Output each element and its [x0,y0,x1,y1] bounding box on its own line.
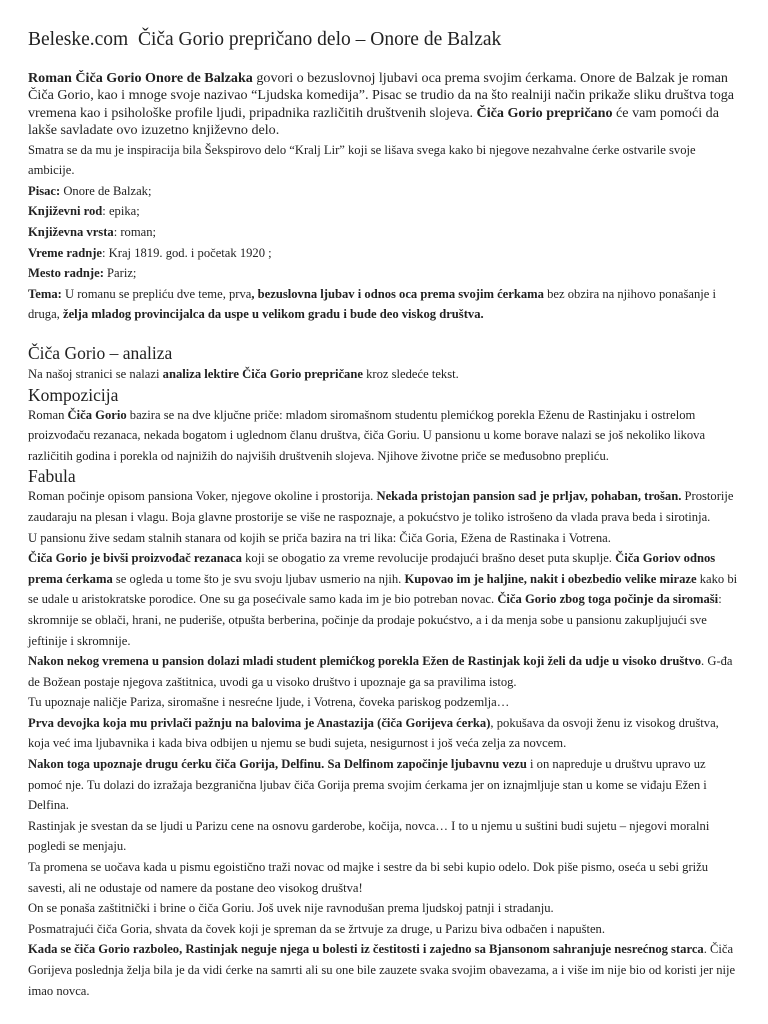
intro-text-2: će vam pomoći da lakše savladate ovo izuzetno književno delo. [28,104,719,139]
theme-text-1: U romanu se prepliću dve teme, prva [61,286,252,301]
plot-bold: Nekada pristojan pansion sad je prljav, pohaban, trošan. [376,489,682,504]
fact-label: Književni rod [28,204,103,219]
fact-value: Pariz; [103,266,137,281]
plot-paragraph-3 [28,548,740,651]
fact-label: Pisac: [28,183,61,198]
fact-label: Književna vrsta [28,225,114,239]
plot-paragraph-4 [28,651,740,692]
fact-label: Mesto radnje: [28,266,104,281]
plot-paragraph-7 [28,754,740,816]
plot-text: Prostorije zaudaraju na plesan i vlagu. Boja glavne prostorije se više ne raspoznaje, a pokućstvo je toliko istrošeno da vlada prava beda i sirotinja. [28,489,734,524]
plot-paragraph-2: U pansionu žive sedam stalnih stanara od kojih se priča bazira na tri lika: Čiča Goria, Ežena de Rastinaka i Votrena. [28,530,611,545]
inspiration-paragraph: Smatra se da mu je inspiracija bila Šekspirovo delo “Kralj Lir” koji se lišava svega kako bi njegove nezahvalne ćerke ostvarile svoje ambicije. [28,142,696,178]
analysis-text-2: kroz sledeće tekst. [362,366,459,381]
fact-literary-kind [28,201,740,222]
plot-paragraph-8: Rastinjak je svestan da se ljudi u Parizu cene na osnovu garderobe, kočija, novca… I to u njemu u suštini budi sujetu – njegovi moralni pogledi se menjaju. [28,818,710,854]
plot-text: , pokušava da osvoji ženu iz visokog društva, koja već ima ljubavnika i kada biva odbijen u njemu se budi sujeta, nesigurnost i još veća zelja za novcem. [28,715,719,751]
fact-value: : epika; [102,204,140,219]
intro-bold-1: Roman Čiča Gorio Onore de Balzaka [28,70,253,86]
fact-author [28,181,740,202]
plot-bold: Čiča Gorio je bivši proizvođač rezanaca [28,551,242,566]
plot-text: koji se obogatio za vreme revolucije prodajući brašno deset puta skuplje. [241,551,616,566]
plot-bold: Nakon nekog vremena u pansion dolazi mladi student plemićkog porekla Ežen de Rastinjak koji želi da udje u visoko društvo [28,654,702,669]
composition-text-1: Roman [28,407,68,422]
composition-paragraph [28,405,740,467]
plot-text: : skromnije se oblači, hrani, ne puderiše, otpušta berberina, počinje da prodaje pokućstvo, a i da menja sobe u pansionu zakupljujući sve jeftinije i skromnije. [28,592,722,648]
plot-text: . G-đa de Božean postaje njegova zaštitnica, uvodi ga u visoko društvo i upoznaje ga sa pravilima istog. [28,654,733,689]
site-name: Beleske.com [28,29,129,50]
plot-paragraph-10: On se ponaša zaštitnički i brine o čiča Goriu. Još uvek nije ravnodušan prema ljudskoj patnji i stradanju. [28,901,554,916]
plot-bold: Prva devojka koja mu privlači pažnju na balovima je Anastazija (čiča Gorijeva ćerka) [28,715,491,730]
theme-paragraph [28,284,740,325]
plot-bold: Čiča Gorio zbog toga počinje da siromaši [497,592,719,607]
theme-label: Tema: [28,286,62,301]
plot-text: i on napreduje u društvu upravo uz pomoć nje. Tu dolazi do izražaja bezgranična ljubav čiča Gorija prema svojim ćerkama jer on iznajmljuje stan u kome se viđaju Ežen i Delfina. [28,757,707,813]
fact-place-of-action [28,263,740,284]
plot-text: . Čiča Gorijeva poslednja želja bila je da vidi ćerke na samrti ali su one bile zauzete svaka svojim obavezama, a i više im nije bio od koristi jer nije imao novca. [28,942,736,998]
fact-value: : roman; [113,225,157,239]
plot-bold: Kada se čiča Gorio razboleo, Rastinjak neguje njega u bolesti iz čestitosti i zajedno sa Bjansonom sahranjuje nesrećnog starca [28,942,704,957]
intro-text-1: govori o bezuslovnoj ljubavi oca prema svojim ćerkama. Onore de Balzak je roman Čiča Gorio, kao i mnoge svoje nazivao “Ljudska komedija”. Pisac se trudio da na što realniji način prikaže sliku društva toga vremena kao i psihološke profile ljudi, pripadnika različitih društvenih slojeva. [28,70,735,121]
composition-text-2: bazira se na dve ključne priče: mladom siromašnom studentu plemićkog porekla Eženu de Rastinjaku i ostrelom proizvođaču rezanaca, nekada bogatom i uglednom članu društva, čiča Goriu. U pansionu u kome borave nalazi se još nekoliko likova različitih godina i porekla od najnižih do najviših društvenih slojeva. Njihove životne priče se međusobno prepliću. [28,407,706,463]
plot-paragraph-12 [28,939,740,1001]
plot-text: Roman počinje opisom pansiona Voker, njegove okoline i prostorija. [28,489,377,504]
theme-bold-2: želja mladog provincijalca da uspe u velikom gradu i bude deo viskog društva. [62,307,484,322]
title-work: Čiča Gorio prepričano delo [137,29,351,50]
plot-bold: Kupovao im je haljine, nakit i obezbedio velike miraze [404,571,697,586]
plot-paragraph-6 [28,713,740,754]
analysis-heading: Čiča Gorio – analiza [28,342,173,363]
plot-paragraph-5: Tu upoznaje naličje Pariza, siromašne i nesrećne ljude, i Votrena, čoveka pariskog podzemlja… [28,695,510,710]
analysis-text-1: Na našoj stranici se nalazi [28,366,163,381]
plot-paragraph-11: Posmatrajući čiča Goria, shvata da čovek koji je spreman da se žrtvuje za druge, u Parizu biva odbačen i napušten. [28,921,606,936]
intro-bold-2: Čiča Gorio prepričano [473,104,613,121]
plot-paragraph-9: Ta promena se uočava kada u pismu egoistično traži novac od majke i sestre da bi sebi kupio odelo. Dok piše pismo, oseća u sebi grižu savesti, ali ne odustaje od namere da postane deo visokog društva! [28,860,709,895]
analysis-paragraph [28,364,740,385]
composition-heading: Kompozicija [28,384,119,405]
theme-bold-1: , bezuslovna ljubav i odnos oca prema svojim ćerkama [251,286,544,301]
fact-time-of-action [28,243,740,264]
title-author: – Onore de Balzak [350,29,502,50]
fact-literary-type [28,222,740,243]
plot-text: kako bi se udale u aristokratske porodice. One su ga posećivale samo kada im je bio potreban novac. [28,571,738,607]
composition-bold: Čiča Gorio [67,407,127,422]
plot-paragraph-1 [28,486,740,527]
intro-paragraph [28,70,740,140]
fact-value: : Kraj 1819. god. i početak 1920 ; [102,245,272,260]
plot-bold: Čiča Goriov odnos prema ćerkama [28,551,716,586]
analysis-bold: analiza lektire Čiča Gorio prepričane [162,366,363,381]
fact-value: Onore de Balzak; [60,183,152,198]
plot-text: se ogleda u tome što je svu svoju ljubav usmerio na njih. [112,571,405,586]
page-title [28,0,740,52]
plot-bold: Nakon toga upoznaje drugu ćerku čiča Gorija, Delfinu. Sa Delfinom započinje ljubavnu vezu [28,757,527,772]
fact-label: Vreme radnje [28,245,103,260]
theme-text-2: bez obzira na njihovo ponašanje i druga, [28,286,717,322]
plot-heading: Fabula [28,466,76,487]
